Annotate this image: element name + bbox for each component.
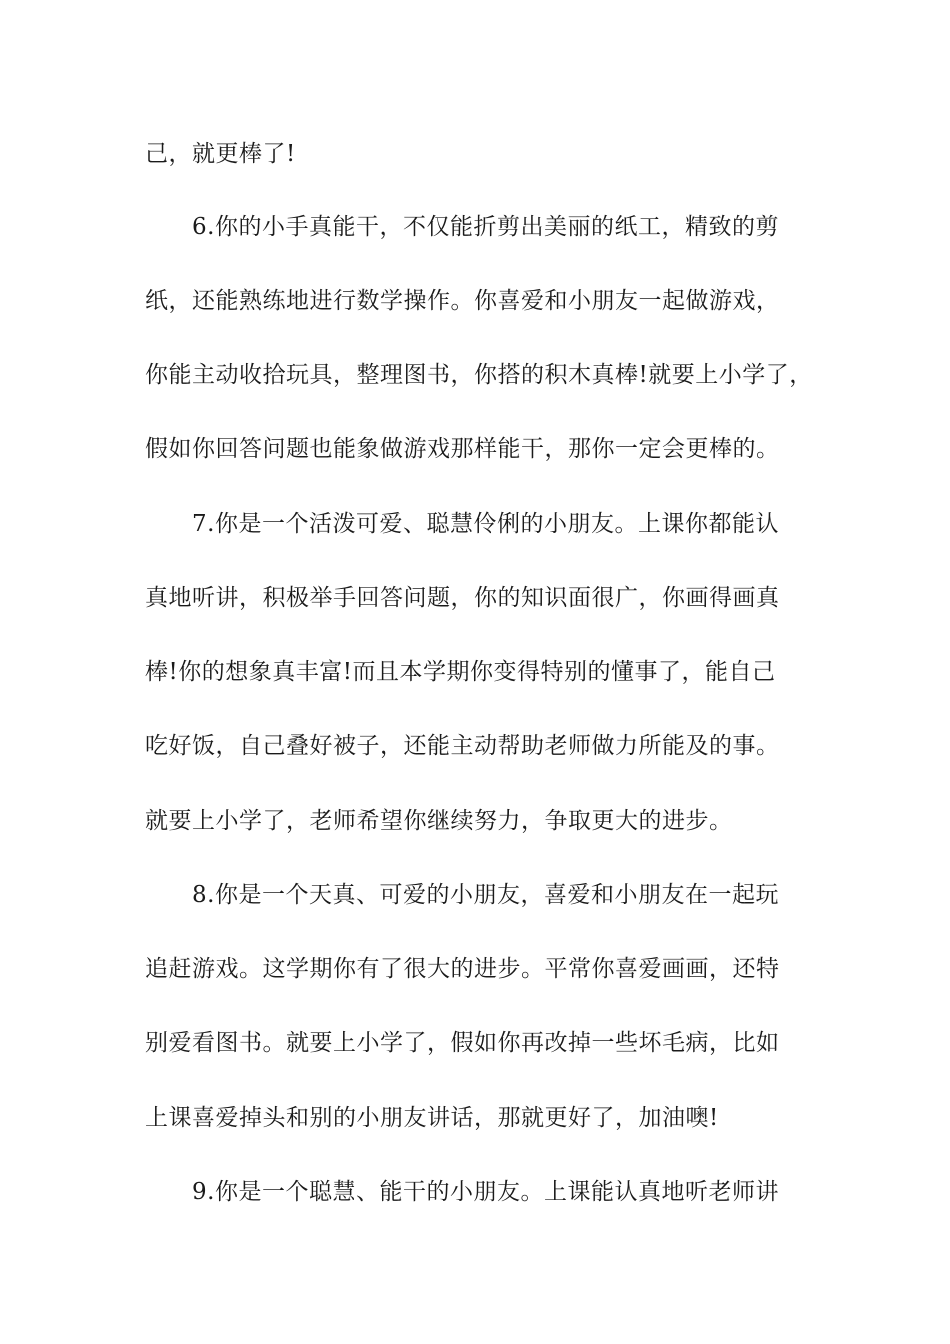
- paragraph-7-start: 7.你是一个活泼可爱、聪慧伶俐的小朋友。上课你都能认: [192, 511, 779, 537]
- paragraph-8-start: 8.你是一个天真、可爱的小朋友，喜爱和小朋友在一起玩: [192, 882, 779, 908]
- text-line: 己，就更棒了!: [145, 141, 296, 167]
- text-line: 真地听讲，积极举手回答问题，你的知识面很广，你画得画真: [145, 585, 780, 611]
- text-line: 假如你回答问题也能象做游戏那样能干，那你一定会更棒的。: [145, 436, 780, 462]
- text-line: 棒!你的想象真丰富!而且本学期你变得特别的懂事了，能自己: [145, 659, 776, 685]
- text-line: 纸，还能熟练地进行数学操作。你喜爱和小朋友一起做游戏，: [145, 288, 780, 314]
- text-line: 别爱看图书。就要上小学了，假如你再改掉一些坏毛病，比如: [145, 1030, 780, 1056]
- paragraph-6-start: 6.你的小手真能干，不仅能折剪出美丽的纸工，精致的剪: [192, 214, 779, 240]
- text-line: 上课喜爱掉头和别的小朋友讲话，那就更好了，加油噢!: [145, 1105, 719, 1131]
- text-line: 你能主动收拾玩具，整理图书，你搭的积木真棒!就要上小学了，: [145, 362, 813, 388]
- text-line: 追赶游戏。这学期你有了很大的进步。平常你喜爱画画，还特: [145, 956, 780, 982]
- text-line: 吃好饭，自己叠好被子，还能主动帮助老师做力所能及的事。: [145, 733, 780, 759]
- text-line: 就要上小学了，老师希望你继续努力，争取更大的进步。: [145, 808, 733, 834]
- paragraph-9-start: 9.你是一个聪慧、能干的小朋友。上课能认真地听老师讲: [192, 1179, 779, 1205]
